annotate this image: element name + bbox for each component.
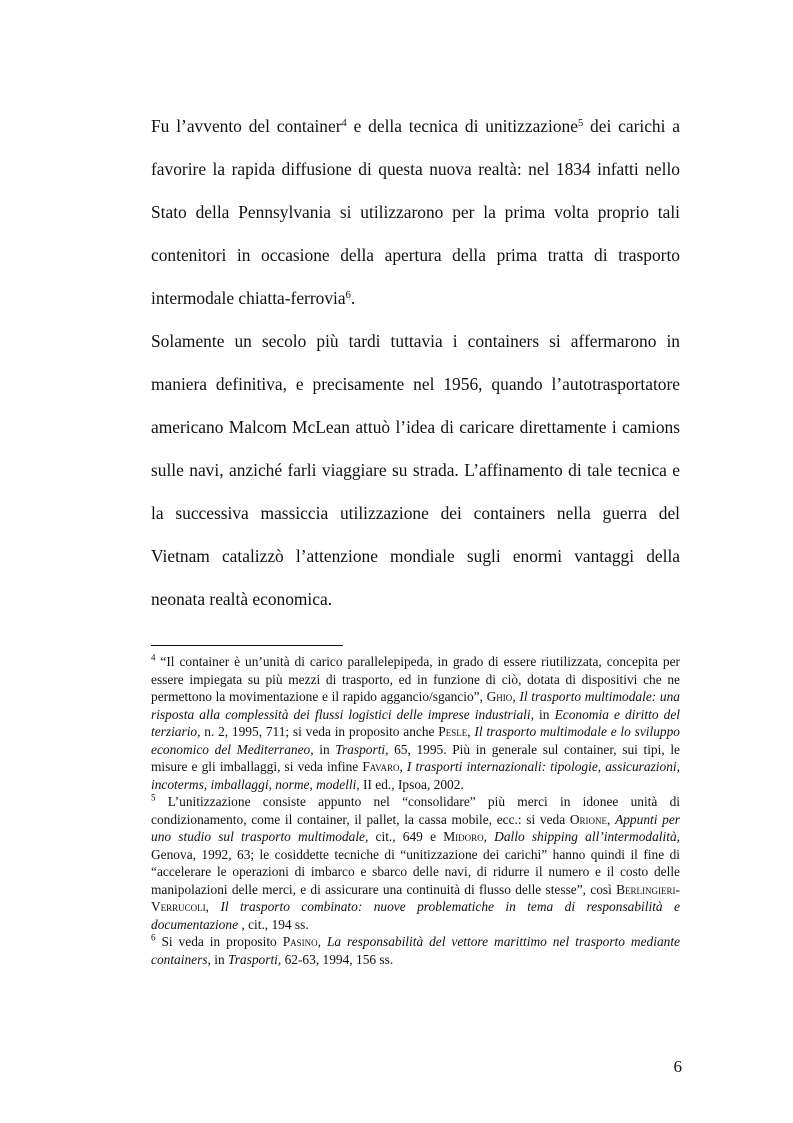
footnote-6: $^6$ Si veda in proposito Pasino, La responsabilità del vettore marittimo nel trasporto mediante containers, in Trasporti, 62-63, 1994, 156 ss.: [151, 932, 680, 967]
author-name: Pasino: [282, 934, 318, 949]
author-name: Orione: [569, 811, 608, 827]
citation-title: I trasporti internazionali: tipologie, assicurazioni, incoterms, imballaggi, norme, modelli,: [151, 759, 680, 792]
paragraph-2: Solamente un secolo più tardi tuttavia i containers si affermarono in maniera definitiva, e precisamente nel 1956, quando l’autotrasportatore americano Malcom McLean attuò l’idea di caricare direttamente i camions sulle navi, anziché farli viaggiare su strada. L’affinamento di tale tecnica e la successiva massiccia utilizzazione dei containers nella guerra del Vietnam catalizzò l’attenzione mondiale sugli enormi vantaggi della neonata realtà economica.: [151, 331, 680, 609]
citation-journal: Trasporti,: [228, 951, 282, 967]
main-text: [151, 105, 680, 621]
author-name: Midoro: [443, 829, 484, 844]
author-name: Favaro: [362, 759, 400, 774]
author-name: Berlingieri-Verrucoli: [151, 881, 680, 914]
footnote-ref-5[interactable]: 5: [577, 118, 584, 130]
footnote-ref-4[interactable]: 4: [341, 118, 347, 130]
footnote-number: 5: [151, 792, 156, 803]
citation-title: Dallo shipping all’intermodalità,: [494, 829, 681, 844]
footnote-number: 4: [151, 652, 156, 663]
page-number: 6: [673, 1057, 682, 1076]
footnote-5: $^5$ L’unitizzazione consiste appunto nel “consolidare” più merci in idonee unità di condizionamento, come il container, il pallet, la cassa mobile, ecc.: si veda Orione, Appunti per uno studio sul trasporto multimodale, cit., 649 e Midoro, Dallo shipping all’intermodalità, Genova, 1992, 63; le cosiddette tecniche di “unitizzazione dei carichi” hanno quindi il fine di “accelerare le operazioni di imbarco e sbarco delle navi, di ridurre il numero e il costo delle manipolazioni delle merci, e di assicurare una continuità di flusso delle stesse”, così Berlingieri-Verrucoli, Il trasporto combinato: nuove problematiche in tema di responsabilità e documentazione , cit., 194 ss.: [151, 792, 681, 932]
footnote-separator: [151, 645, 343, 646]
paragraph-1: Fu l’avvento del container$^4$ e della tecnica di unitizzazione$^5$ dei carichi a favorire la rapida diffusione di questa nuova realtà: nel 1834 infatti nello Stato della Pennsylvania si utilizzarono per la prima volta proprio tali contenitori in occasione della apertura della prima tratta di trasporto intermodale chiatta-ferrovia$^6$.: [151, 116, 680, 308]
footnote-ref-6[interactable]: 6: [345, 290, 351, 302]
citation-title: La responsabilità del vettore marittimo nel trasporto mediante containers,: [151, 934, 680, 967]
citation-journal: Economia e diritto del terziario,: [151, 706, 680, 739]
footnote-number: 6: [151, 932, 156, 943]
citation-title: Il trasporto multimodale e lo sviluppo economico del Mediterraneo,: [151, 724, 680, 757]
citation-journal: Trasporti,: [335, 741, 389, 757]
footnotes: [151, 653, 680, 968]
citation-title: Il trasporto combinato: nuove problematiche in tema di responsabilità e documentazione: [151, 899, 680, 932]
citation-title: Appunti per uno studio sul trasporto multimodale,: [151, 811, 680, 844]
author-name: Ghio: [486, 689, 513, 704]
footnote-4: $^4$ “Il container è un’unità di carico parallelepipeda, in grado di essere riutilizzata, concepita per essere impiegata su più mezzi di trasporto, ed in funzione di ciò, dotata di dispositivi che ne permettono la movimentazione e il rapido aggancio/sgancio”, Ghio, Il trasporto multimodale: una risposta alla complessità dei flussi logistici delle imprese industriali, in Economia e diritto del terziario, n. 2, 1995, 711; si veda in proposito anche Pesle, Il trasporto multimodale e lo sviluppo economico del Mediterraneo, in Trasporti, 65, 1995. Più in generale sul container, sui tipi, le misure e gli imballaggi, si veda infine Favaro, I trasporti internazionali: tipologie, assicurazioni, incoterms, imballaggi, norme, modelli, II ed., Ipsoa, 2002.: [151, 652, 681, 792]
citation-title: Il trasporto multimodale: una risposta alla complessità dei flussi logistici delle imprese industriali,: [151, 689, 681, 722]
author-name: Pesle: [438, 724, 468, 739]
